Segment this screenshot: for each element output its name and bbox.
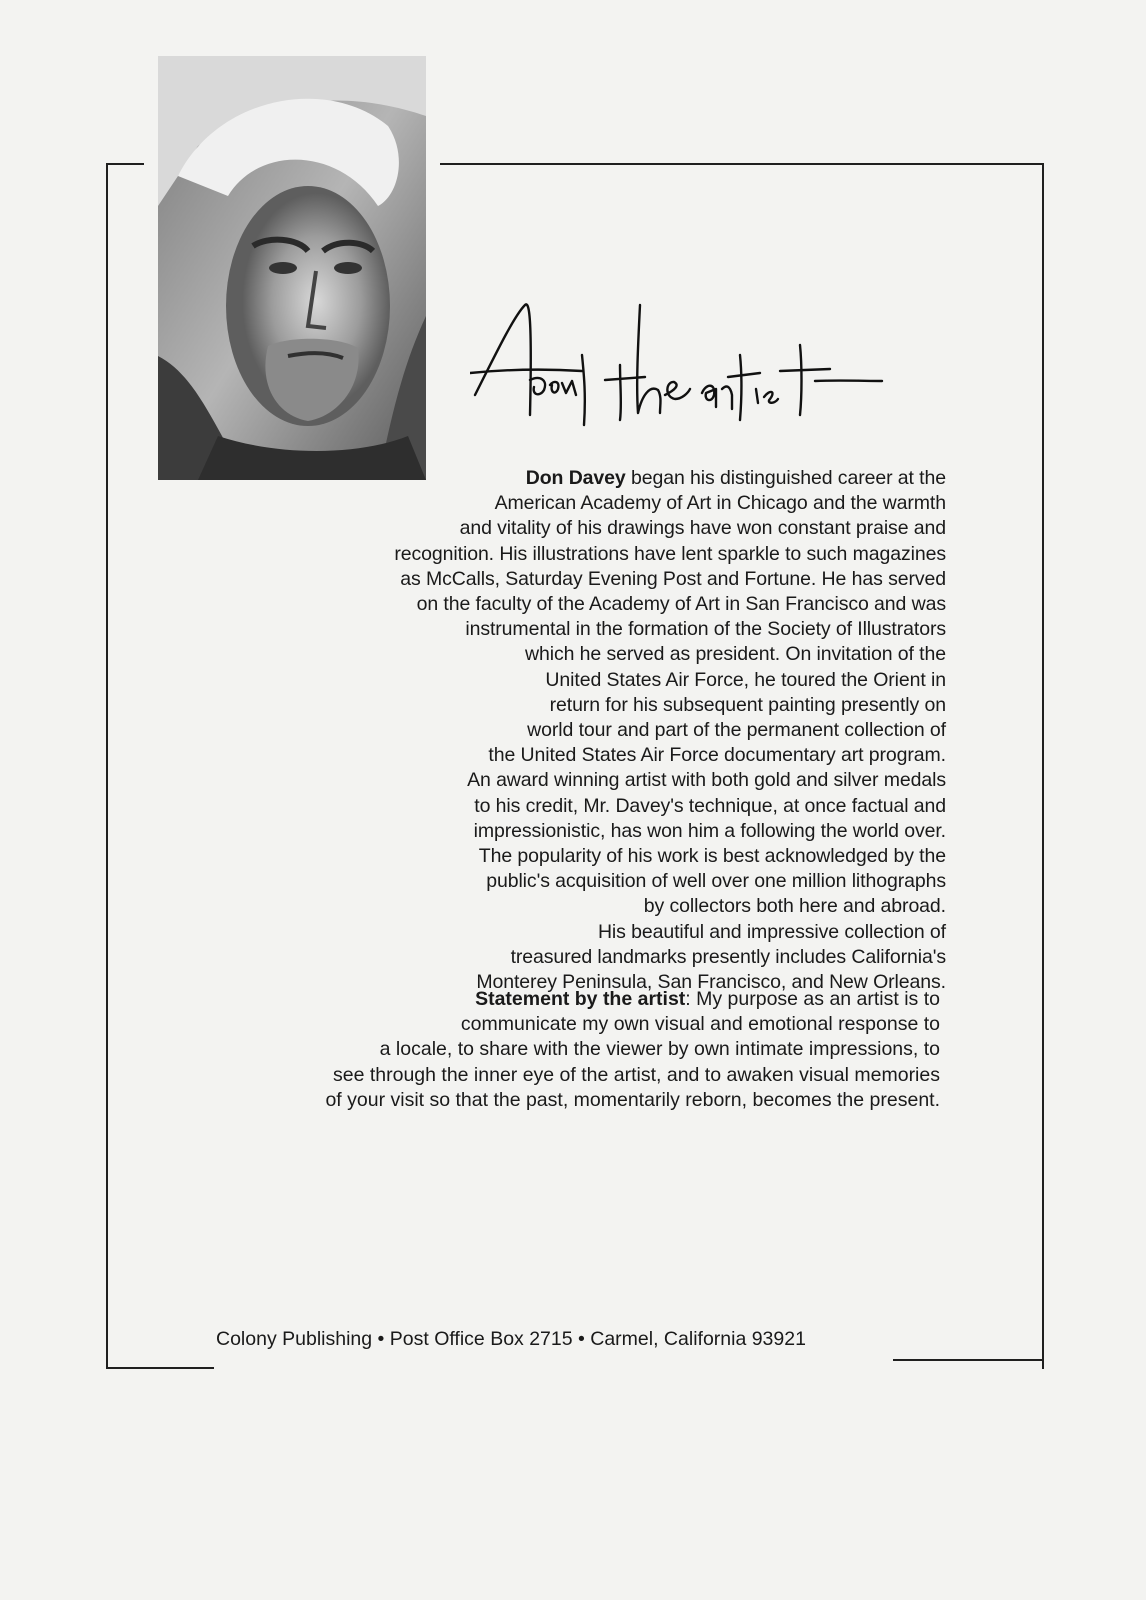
bio-line: An award winning artist with both gold and silver medals — [467, 769, 946, 792]
about-the-artist-heading — [470, 285, 890, 435]
statement-line: a locale, to share with the viewer by own intimate impressions, to — [379, 1038, 940, 1061]
publisher-footer: Colony Publishing • Post Office Box 2715 • Carmel, California 93921 — [216, 1328, 806, 1350]
bio-line: as McCalls, Saturday Evening Post and Fortune. He has served — [400, 567, 946, 590]
bio-line: the United States Air Force documentary art program. — [488, 744, 946, 767]
bio-line: world tour and part of the permanent collection of — [527, 719, 946, 742]
bio-line: instrumental in the formation of the Society of Illustrators — [465, 618, 946, 641]
bio-line: and vitality of his drawings have won constant praise and — [459, 517, 946, 540]
bio-line: Don Davey began his distinguished career at the — [525, 467, 946, 489]
bio-line: The popularity of his work is best acknowledged by the — [478, 845, 946, 868]
bio-line: recognition. His illustrations have lent sparkle to such magazines — [394, 542, 946, 565]
bio-line: His beautiful and impressive collection of — [597, 920, 946, 943]
bio-line: United States Air Force, he toured the Orient in — [545, 668, 946, 691]
artist-name: Don Davey — [525, 467, 626, 489]
statement-heading: Statement by the artist — [475, 988, 686, 1010]
statement-line: see through the inner eye of the artist, and to awaken visual memories — [332, 1063, 940, 1086]
frame-bottom-left-rule — [106, 1367, 214, 1369]
bio-line: American Academy of Art in Chicago and the warmth — [494, 492, 946, 515]
statement-line: communicate my own visual and emotional response to — [460, 1013, 940, 1036]
bio-line: to his credit, Mr. Davey's technique, at once factual and — [474, 794, 946, 817]
bio-line: return for his subsequent painting presently on — [549, 693, 946, 716]
bio-line: Monterey Peninsula, San Francisco, and New Orleans. — [476, 971, 946, 994]
frame-bottom-right-rule — [893, 1359, 1042, 1361]
statement-line: Statement by the artist: My purpose as an artist is to — [475, 988, 940, 1010]
statement-line: of your visit so that the past, momentarily reborn, becomes the present. — [325, 1088, 940, 1111]
artist-portrait — [158, 56, 426, 480]
artist-biography — [210, 466, 946, 995]
portrait-sketch — [158, 56, 426, 480]
bio-line: public's acquisition of well over one million lithographs — [486, 870, 946, 893]
bio-line: which he served as president. On invitation of the — [525, 643, 946, 666]
bio-line: by collectors both here and abroad. — [643, 895, 946, 918]
artist-statement — [200, 987, 940, 1113]
bio-line: treasured landmarks presently includes California's — [510, 945, 946, 968]
bio-line: on the faculty of the Academy of Art in San Francisco and was — [416, 593, 946, 616]
bio-line: impressionistic, has won him a following the world over. — [473, 819, 946, 842]
